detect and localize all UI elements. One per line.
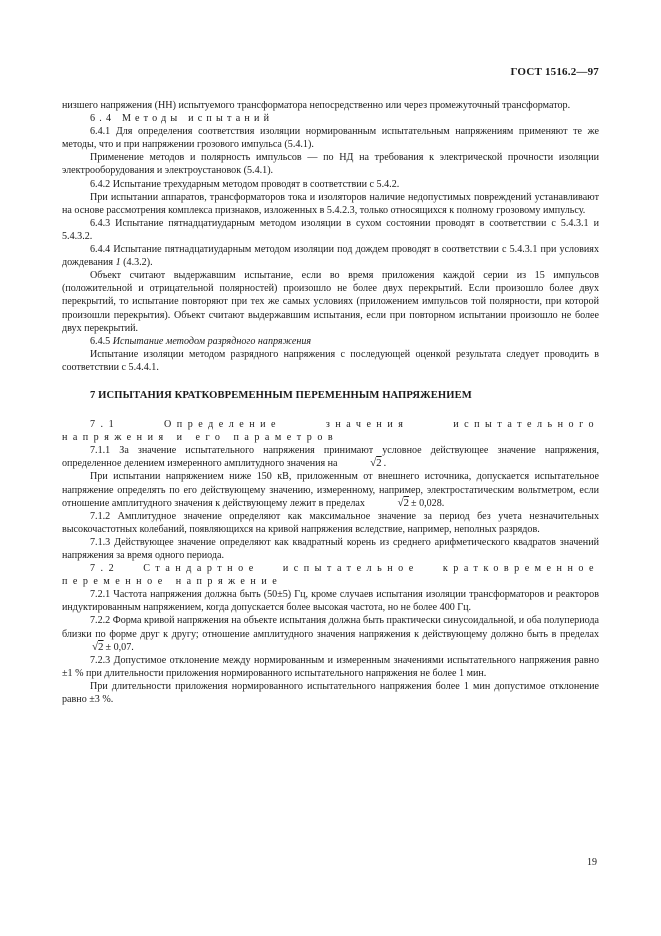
paragraph: 7.2.3 Допустимое отклонение между нормированным и измеренным значениями испытательного напряжения равно ±1 % при длительности приложения нормированного испытательного напряжения не более 1 мин. <box>62 654 599 679</box>
paragraph: низшего напряжения (НН) испытуемого трансформатора непосредственно или через промежуточный трансформатор. <box>62 100 571 111</box>
subsection-title: Испытание методом разрядного напряжения <box>112 335 312 347</box>
paragraph-text: При испытании напряжением ниже 150 кВ, приложенным от внешнего источника, допускается испытательное напряжение определять по его действующему значению, измеренному, например, электростатическим вольтметром, если отношение амплитудного значения к действующему лежит в пределах <box>62 471 599 509</box>
italic-number: 1 <box>115 257 121 269</box>
paragraph <box>62 470 599 509</box>
paragraph: Применение методов и полярность импульсов — по НД на требования к электрической прочности изоляции электрооборудования и электроустановок (5.4.1). <box>62 152 599 177</box>
section-title: 7 ИСПЫТАНИЯ КРАТКОВРЕМЕННЫМ ПЕРЕМЕННЫМ НАПРЯЖЕНИЕМ <box>90 389 472 401</box>
sqrt-value: 2 <box>403 496 409 509</box>
subsection-heading <box>62 335 599 348</box>
paragraph-text: (4.3.2). <box>120 257 153 269</box>
tolerance-value: ± 0,07. <box>105 641 134 653</box>
sqrt-symbol: √ <box>370 457 377 470</box>
sqrt-formula <box>367 497 411 510</box>
sqrt-value: 2 <box>376 457 382 470</box>
paragraph: 6.4.3 Испытание пятнадцатиударным методом изоляции в сухом состоянии проводят в соответствии с 5.4.3.1 и 5.4.3.2. <box>62 217 599 242</box>
sqrt-symbol: √ <box>92 640 99 653</box>
paragraph-text: 7.1.1 За значение испытательного напряжения принимают условное действующее значение напряжения, определенное делением измеренного амплитудного значения на <box>62 445 599 470</box>
sqrt-formula <box>62 641 106 654</box>
paragraph-text: 7.2.2 Форма кривой напряжения на объекте испытания должна быть практически синусоидальной, и оба полупериода близки по форме друг к другу; отношение амплитудного значения напряжения к действующему должно быть в пределах <box>62 615 599 640</box>
subsection-number: 6.4.5 <box>90 335 113 347</box>
paragraph: При испытании аппаратов, трансформаторов тока и изоляторов наличие недопустимых повреждений устанавливают на основе рассмотрения комплекса признаков, изложенных в 5.4.2.3, только относящихся к полному грозовому импульсу. <box>62 191 599 216</box>
sqrt-value: 2 <box>98 640 104 653</box>
paragraph: 6.4.1 Для определения соответствия изоляции нормированным испытательным напряжениям применяют те же методы, что и при напряжении грозового импульса (5.4.1). <box>62 126 599 151</box>
paragraph: Испытание изоляции методом разрядного напряжения с последующей оценкой результата следует проводить в соответствии с 5.4.4.1. <box>62 348 599 373</box>
paragraph-text: 6.4.4 Испытание пятнадцатиударным методом изоляции под дождем проводят в соответствии с 5.4.3.1 при условиях дождевания <box>62 244 599 269</box>
paragraph <box>62 614 599 653</box>
paragraph <box>62 444 599 470</box>
tolerance-value: ± 0,028. <box>411 497 445 509</box>
page-number: 19 <box>587 857 597 868</box>
subsection-heading: 7.1 Определение значения испытательного напряжения и его параметров <box>62 419 599 444</box>
document-body <box>62 99 599 706</box>
subsection-heading: 7.2 Стандартное испытательное кратковременное переменное напряжение <box>62 563 599 588</box>
subsection-heading: 6.4 Методы испытаний <box>90 113 274 125</box>
paragraph: 6.4.2 Испытание трехударным методом проводят в соответствии с 5.4.2. <box>90 178 400 190</box>
paragraph: При длительности приложения нормированного испытательного напряжения более 1 мин допустимое отклонение равно ±3 %. <box>62 680 599 706</box>
paragraph: 7.1.2 Амплитудное значение определяют как максимальное значение за период без учета незначительных высокочастотных колебаний, появляющихся на кривой напряжения вследствие, например, неполных разрядов. <box>62 510 599 535</box>
paragraph <box>62 243 599 269</box>
paragraph: Объект считают выдержавшим испытание, если во время приложения каждой серии из 15 импульсов (положительной и отрицательной полярностей) произошло не более двух перекрытий. Если произошло более двух перекрытий, то испытание повторяют при тех же самых условиях (приложением импульсов той полярности, при которой произошли перекрытия). Объект считают выдержавшим испытания, если при повторном испытании произошло не более двух перекрытий. <box>62 270 599 334</box>
sqrt-formula <box>340 457 384 470</box>
document-code: ГОСТ 1516.2—97 <box>510 66 599 78</box>
paragraph-text: . <box>383 458 387 470</box>
paragraph: 7.1.3 Действующее значение определяют как квадратный корень из среднего арифметического квадратов значений напряжения за время одного периода. <box>62 536 599 561</box>
sqrt-symbol: √ <box>397 496 404 509</box>
paragraph: 7.2.1 Частота напряжения должна быть (50±5) Гц, кроме случаев испытания изоляции трансформаторов и реакторов индуктированным напряжением, когда допускается более высокая частота, но не более 400 Гц. <box>62 589 599 614</box>
